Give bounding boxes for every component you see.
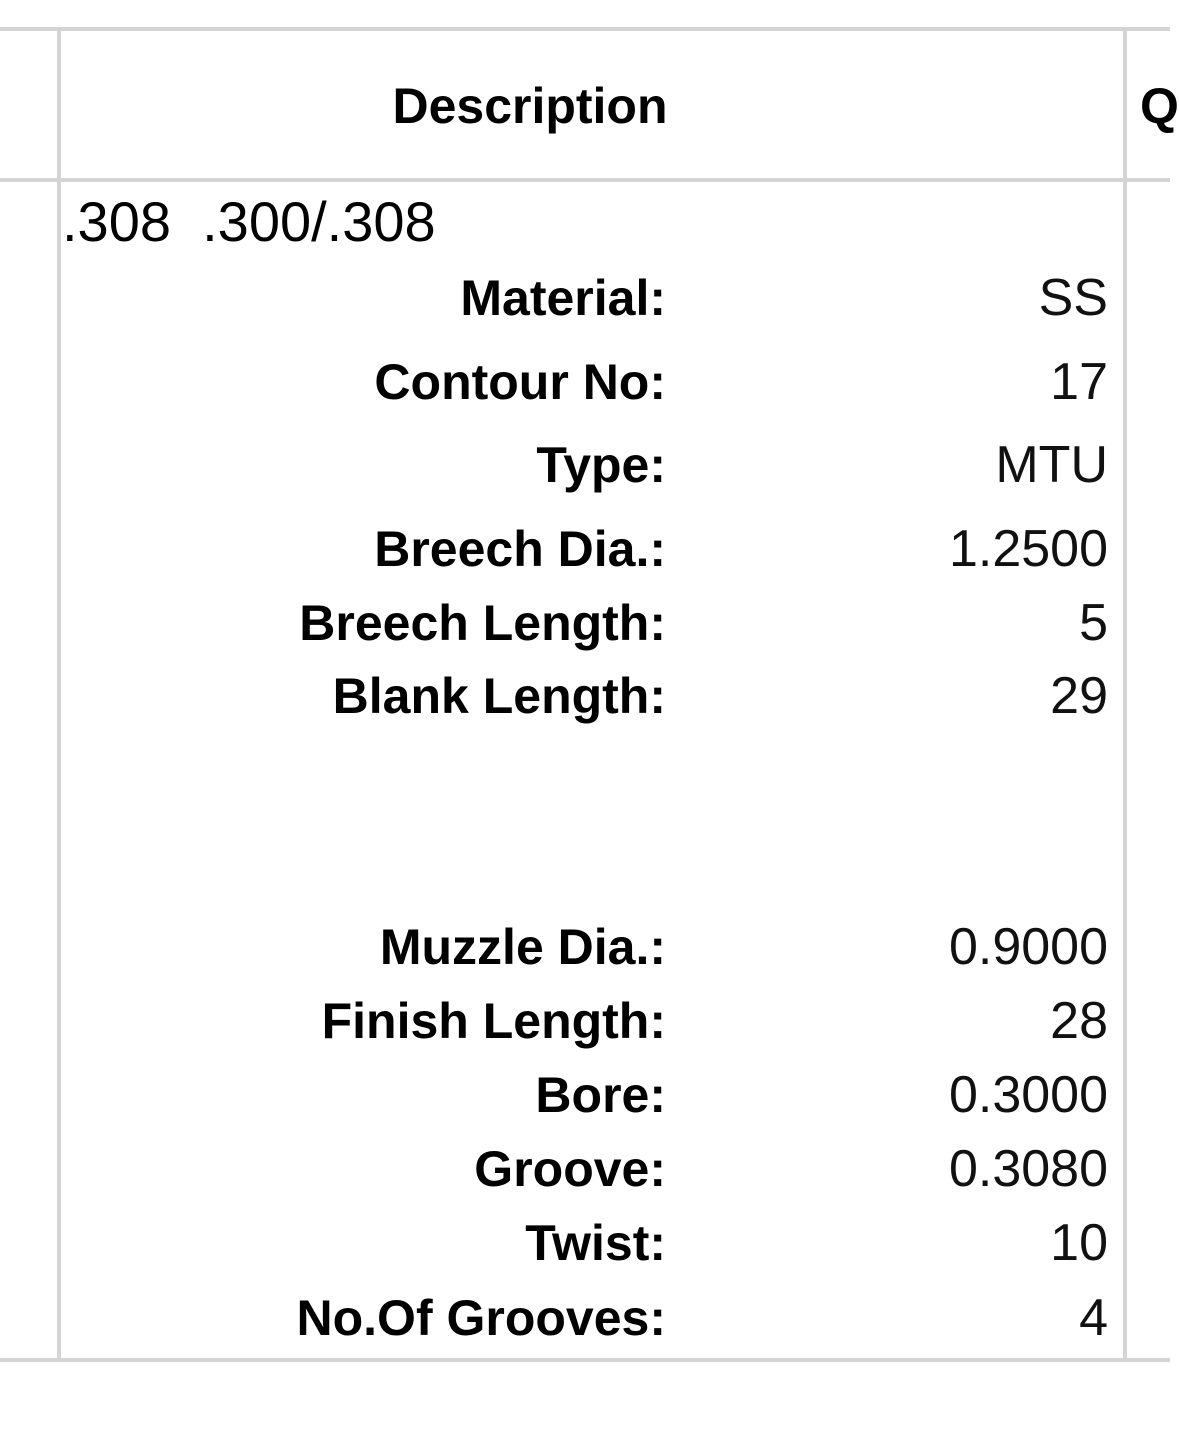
- spec-value: 1.2500: [948, 520, 1108, 578]
- spec-label: Finish Length:: [321, 993, 666, 1049]
- spec-row-groove: [62, 1133, 1112, 1205]
- spec-label: Type:: [536, 437, 666, 493]
- spec-label: Groove:: [474, 1141, 666, 1197]
- spec-value: 10: [1050, 1214, 1108, 1272]
- column-divider-left: [57, 29, 61, 1360]
- product-title: .308 .300/.308: [62, 190, 436, 253]
- spec-value: 0.3080: [948, 1140, 1108, 1198]
- spec-row-breech-dia: [62, 513, 1112, 585]
- spec-value: MTU: [995, 436, 1108, 494]
- spec-value: 17: [1050, 353, 1108, 411]
- spec-row-contour-no: [62, 346, 1112, 418]
- spec-label: Breech Dia.:: [374, 521, 666, 577]
- column-header-description[interactable]: Description: [392, 78, 668, 134]
- spec-value: 4: [1079, 1289, 1108, 1347]
- spec-row-blank-length: [62, 660, 1112, 732]
- spec-label: Breech Length:: [299, 595, 666, 651]
- spec-label: Blank Length:: [332, 668, 666, 724]
- spec-label: Material:: [460, 270, 666, 326]
- spec-value: 0.3000: [948, 1066, 1108, 1124]
- spec-label: Contour No:: [374, 354, 666, 410]
- spec-label: No.Of Grooves:: [296, 1290, 666, 1346]
- header-bottom-border: [0, 178, 1170, 182]
- spec-row-type: [62, 429, 1112, 501]
- spec-row-finish-length: [62, 985, 1112, 1057]
- table-top-border: [0, 27, 1170, 31]
- spec-row-breech-length: [62, 587, 1112, 659]
- spec-value: 5: [1079, 594, 1108, 652]
- spec-row-material: [62, 262, 1112, 334]
- spec-label: Bore:: [535, 1067, 666, 1123]
- spec-label: Muzzle Dia.:: [379, 919, 666, 975]
- spec-row-muzzle-dia: [62, 911, 1112, 983]
- spec-label: Twist:: [525, 1215, 666, 1271]
- spec-value: SS: [1038, 269, 1108, 327]
- spec-value: 0.9000: [948, 918, 1108, 976]
- column-header-next-partial[interactable]: Q: [1140, 78, 1179, 134]
- spec-row-bore: [62, 1059, 1112, 1131]
- spec-row-twist: [62, 1207, 1112, 1279]
- spec-row-no-of-grooves: [62, 1282, 1112, 1354]
- spec-value: 28: [1050, 992, 1108, 1050]
- table-bottom-border: [0, 1358, 1170, 1362]
- spec-value: 29: [1050, 667, 1108, 725]
- column-divider-right: [1123, 29, 1127, 1360]
